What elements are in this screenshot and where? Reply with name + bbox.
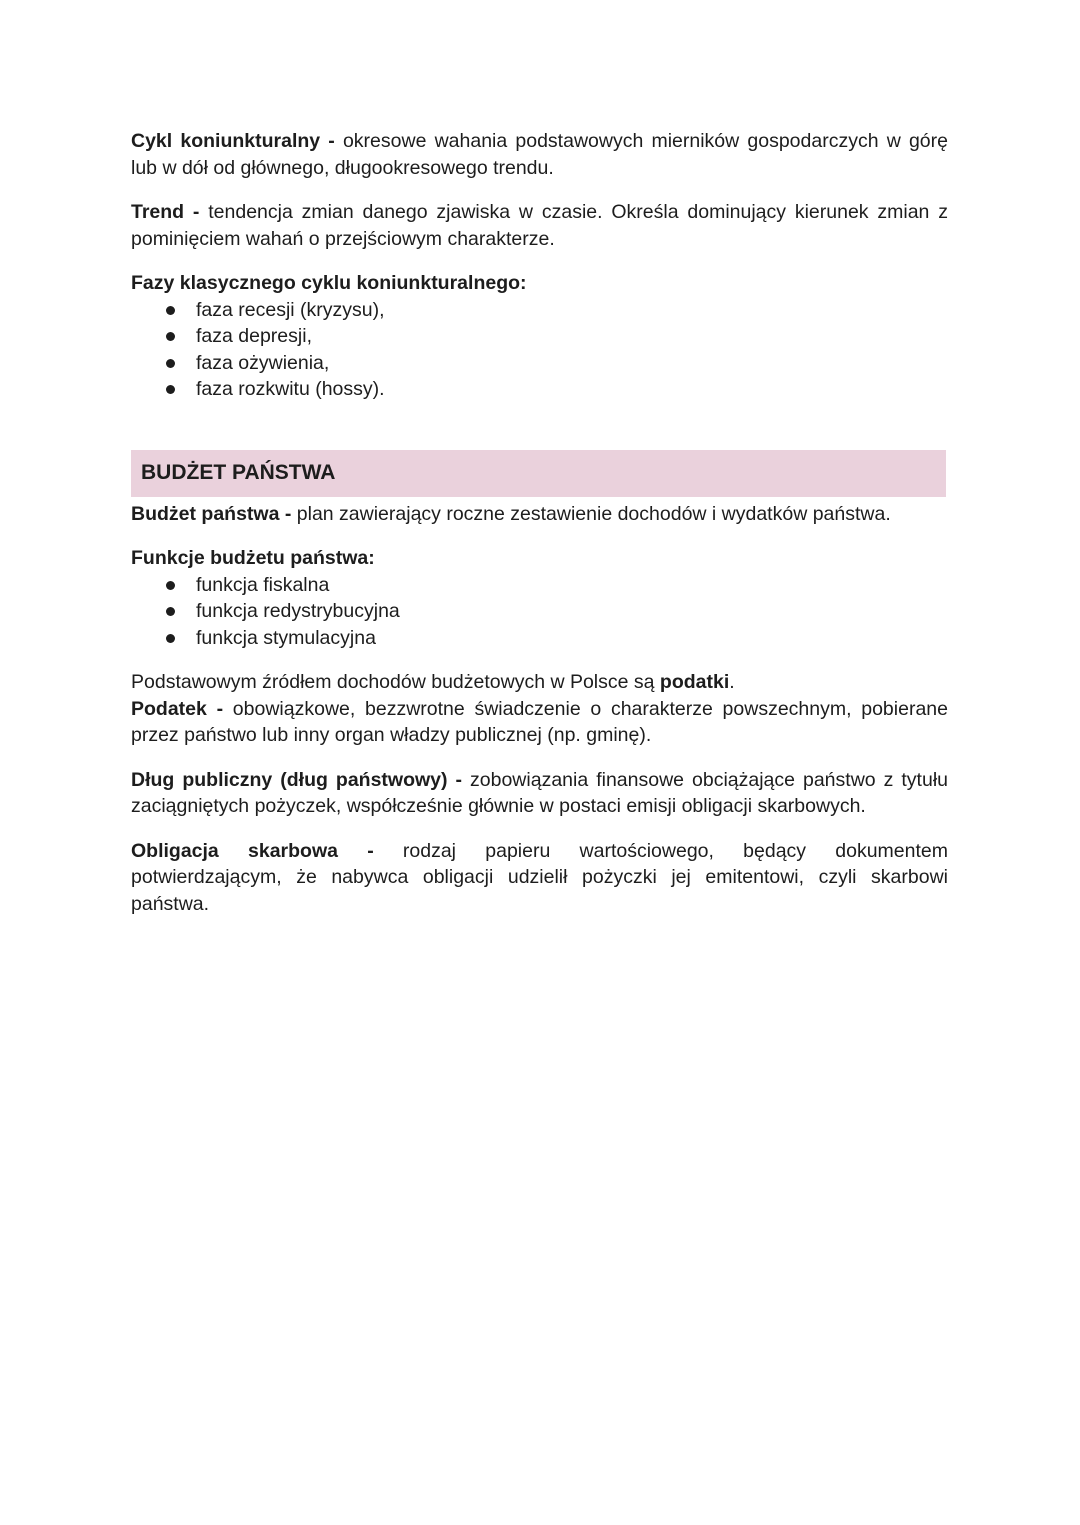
definition-word: rodzaj — [402, 839, 457, 862]
list-item-text: faza depresji, — [196, 325, 312, 347]
term-word: Obligacja — [131, 839, 219, 862]
list-item-text: faza rozkwitu (hossy). — [196, 378, 385, 400]
heading-funkcje-budzetu: Funkcje budżetu państwa: — [131, 547, 375, 569]
bullet-icon — [166, 332, 175, 341]
term-dash: - — [367, 839, 374, 862]
definition-dlug-publiczny — [131, 767, 948, 820]
section-title: BUDŻET PAŃSTWA — [141, 460, 336, 484]
list-item-text: funkcja stymulacyjna — [196, 626, 376, 649]
term-dlug-publiczny: Dług publiczny (dług państwowy) - — [131, 768, 463, 791]
definition-trend — [131, 199, 948, 252]
term-podatek: Podatek - — [131, 697, 224, 720]
term-budzet-panstwa: Budżet państwa - — [131, 502, 292, 525]
definition-word: będący — [743, 839, 807, 862]
list-funkcje-budzetu — [131, 572, 948, 652]
definition-budzet-panstwa — [131, 501, 948, 528]
list-item-text: faza recesji (kryzysu), — [196, 298, 385, 321]
list-item-text: funkcja fiskalna — [196, 573, 330, 596]
list-item — [131, 323, 948, 350]
list-item — [131, 376, 948, 403]
bullet-icon — [166, 634, 175, 643]
definition-obligacja-skarbowa — [131, 838, 948, 918]
definition-word: papieru — [485, 839, 551, 862]
list-item — [131, 572, 948, 599]
paragraph-text: Podstawowym źródłem dochodów budżetowych w Polsce są — [131, 671, 660, 693]
bold-term-podatki: podatki — [659, 671, 730, 693]
bullet-icon — [166, 306, 175, 315]
bullet-icon — [166, 359, 175, 368]
definition-word: wartościowego, — [579, 839, 714, 862]
list-item — [131, 350, 948, 377]
bullet-icon — [166, 607, 175, 616]
list-item-text: funkcja redystrybucyjna — [196, 600, 400, 622]
definition-text: tendencja zmian danego zjawiska w czasie. Określa dominujący kierunek zmian z pominięciem wahań o przejściowym charakterze. — [131, 201, 948, 250]
heading-fazy-cyklu: Fazy klasycznego cyklu koniunkturalnego: — [131, 272, 527, 294]
list-item-text: faza ożywienia, — [196, 351, 330, 374]
definition-text: plan zawierający roczne zestawienie dochodów i wydatków państwa. — [291, 502, 891, 525]
list-item — [131, 625, 948, 652]
document-page — [131, 128, 948, 917]
definition-cykl-koniunkturalny — [131, 128, 948, 181]
list-item — [131, 297, 948, 324]
definition-text: zobowiązania finansowe obciążające państwo z tytułu zaciągniętych pożyczek, współcześnie głównie w postaci emisji obligacji skarbowych. — [131, 768, 948, 817]
term-word: skarbowa — [248, 839, 338, 862]
definition-text: obowiązkowe, bezzwrotne świadczenie o charakterze powszechnym, pobierane przez państwo lub inny organ władzy publicznej (np. gminę). — [131, 697, 948, 746]
bullet-icon — [166, 581, 175, 590]
section-header-budzet-panstwa — [131, 450, 946, 497]
list-fazy-cyklu — [131, 297, 948, 403]
definition-first-line — [131, 838, 948, 865]
definition-text: okresowe wahania podstawowych mierników gospodarczych w górę lub w dół od głównego, długookresowego trendu. — [131, 130, 948, 179]
list-item — [131, 598, 948, 625]
definition-word: dokumentem — [835, 839, 948, 862]
definition-podatek — [131, 696, 948, 749]
bullet-icon — [166, 385, 175, 394]
paragraph-zrodlo-dochodow — [131, 669, 948, 696]
term-cykl-koniunkturalny: Cykl koniunkturalny - — [131, 130, 335, 152]
paragraph-end: . — [729, 671, 735, 693]
term-trend: Trend - — [131, 201, 200, 223]
definition-text: potwierdzającym, że nabywca obligacji udzielił pożyczki jej emitentowi, czyli skarbowi państwa. — [131, 866, 948, 915]
